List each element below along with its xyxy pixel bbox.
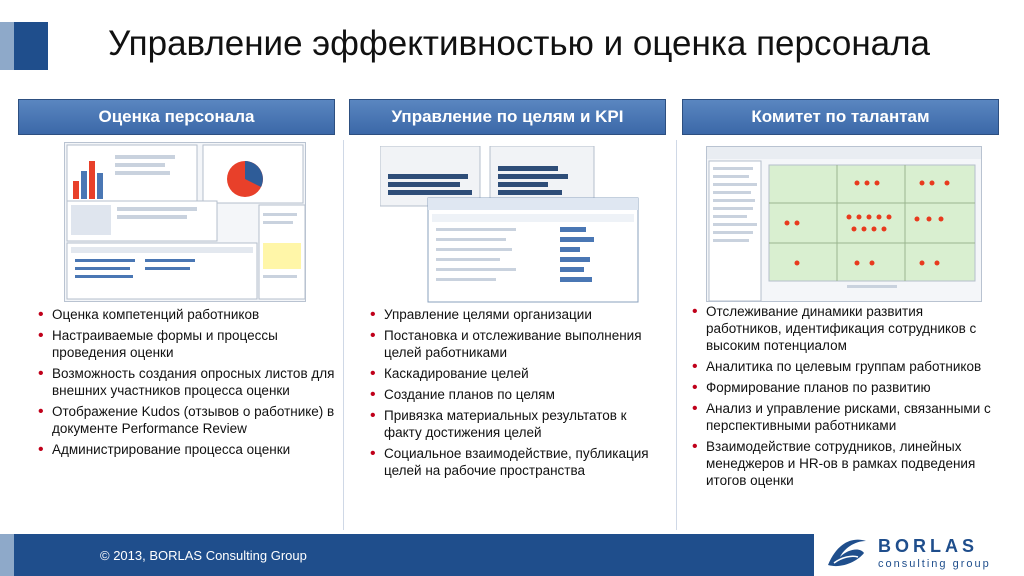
column-divider [676,140,677,530]
list-item: • Привязка материальных результатов к факту достижения целей [368,407,660,441]
list-item: • Управление целями организации [368,306,660,323]
list-item: • Социальное взаимодействие, публикация целей на рабочие пространства [368,445,660,479]
logo-subtitle: consulting group [878,558,991,570]
list-item: • Отображение Kudos (отзывов о работнике) в документе Performance Review [36,403,336,437]
list-item: • Формирование планов по развитию [690,379,995,396]
accent-bar-dark [14,22,48,70]
footer-accent [0,534,14,576]
goals-screenshot-mock [380,146,640,304]
list-item: • Оценка компетенций работников [36,306,336,323]
list-item: • Анализ и управление рисками, связанными с перспективными работниками [690,400,995,434]
column-header-goals-kpi: Управление по целям и KPI [349,99,666,135]
talent-grid-screenshot [706,146,982,302]
borlas-logo [814,527,1024,576]
assessment-screenshot [64,142,306,302]
list-item: • Администрирование процесса оценки [36,441,336,458]
borlas-logo-icon [824,535,870,571]
goals-screenshot [380,146,640,304]
list-item: • Каскадирование целей [368,365,660,382]
talent-grid-mock [707,147,982,302]
slide-title: Управление эффективностью и оценка персонала [108,24,931,63]
talent-feature-list [690,303,995,493]
copyright-text: © 2013, BORLAS Consulting Group [100,548,307,563]
column-header-talent-committee: Комитет по талантам [682,99,999,135]
list-item: • Взаимодействие сотрудников, линейных менеджеров и HR-ов в рамках подведения итогов оценки [690,438,995,489]
list-item: • Настраиваемые формы и процессы проведения оценки [36,327,336,361]
accent-bar-light [0,22,14,70]
column-header-assessment: Оценка персонала [18,99,335,135]
list-item: • Отслеживание динамики развития работников, идентификация сотрудников с высоким потенциалом [690,303,995,354]
assessment-screenshot-mock [65,143,306,302]
title-accent-bar [0,22,44,70]
list-item: • Аналитика по целевым группам работников [690,358,995,375]
list-item: • Возможность создания опросных листов для внешних участников процесса оценки [36,365,336,399]
goals-feature-list [368,306,660,483]
logo-name: BORLAS [878,536,978,556]
list-item: • Создание планов по целям [368,386,660,403]
assessment-feature-list [36,306,336,462]
column-divider [343,140,344,530]
list-item: • Постановка и отслеживание выполнения целей работниками [368,327,660,361]
